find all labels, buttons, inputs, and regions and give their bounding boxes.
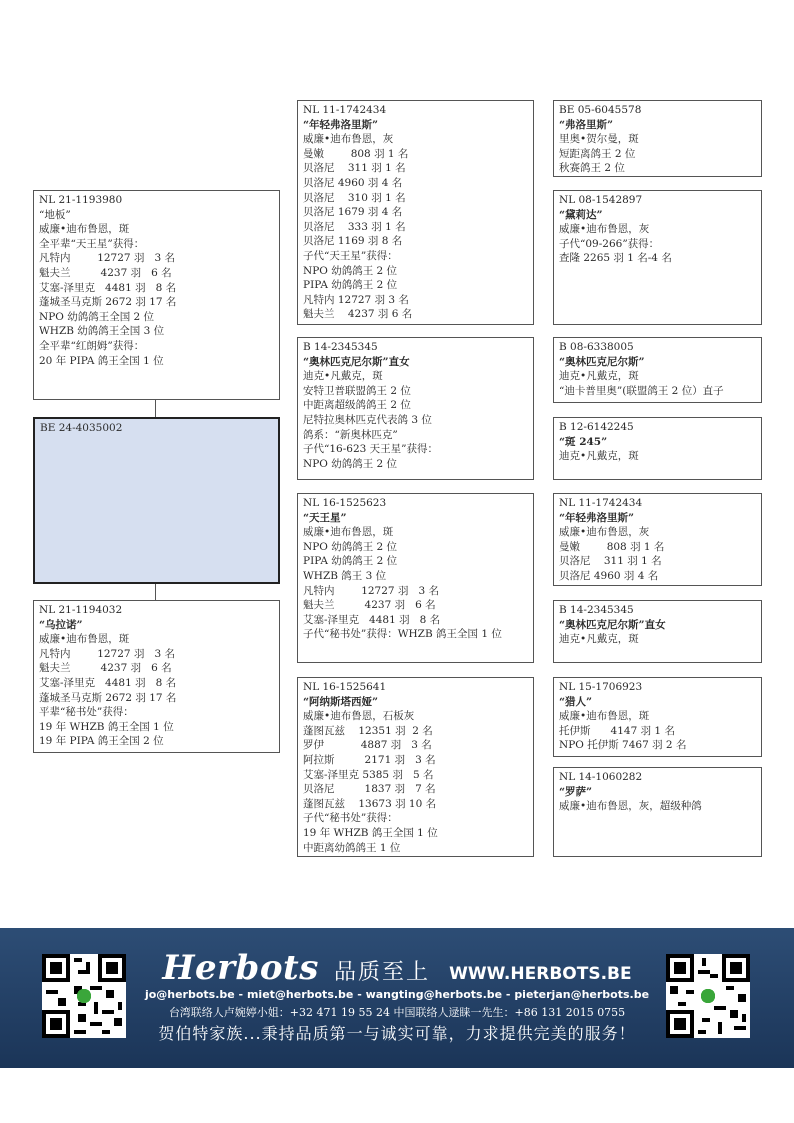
detail-line: 魁夫兰 4237 羽 6 名 xyxy=(303,308,413,321)
contact-emails[interactable]: jo@herbots.be - miet@herbots.be - wangting@herbots.be - pieterjan@herbots.be xyxy=(144,988,650,1001)
sire-card xyxy=(33,190,280,400)
detail-line: 蓬图瓦兹 13673 羽 10 名 xyxy=(303,797,437,810)
detail-line: 蓬城圣马克斯 2672 羽 17 名 xyxy=(39,691,177,704)
ring-number: B 14-2345345 xyxy=(303,341,378,353)
detail-line: 曼嫩 808 羽 1 名 xyxy=(559,540,665,553)
detail-line: 阿拉斯 2171 羽 3 名 xyxy=(303,753,436,766)
detail-line: 威廉•迪布鲁恩，灰 xyxy=(559,526,650,539)
detail-line: WHZB 幼鸽鸽王全国 3 位 xyxy=(39,325,165,338)
pigeon-name: “黛莉达” xyxy=(559,208,603,221)
ancestor-card-8 xyxy=(553,767,762,857)
detail-line: 凡特内 12727 羽 3 名 xyxy=(303,293,409,306)
detail-line: 秋赛鸽王 2 位 xyxy=(559,162,625,175)
detail-line: 威廉•迪布鲁恩，灰，超级种鸽 xyxy=(559,800,702,813)
ancestor-card-4 xyxy=(553,417,762,480)
detail-line: 全平辈“红朗姆”获得： xyxy=(39,339,145,352)
ancestor-card-6 xyxy=(553,600,762,663)
detail-line: 魁夫兰 4237 羽 6 名 xyxy=(39,266,172,279)
detail-line: 威廉•迪布鲁恩，石板灰 xyxy=(303,710,415,723)
detail-line: 贝洛尼 1837 羽 7 名 xyxy=(303,783,436,796)
ring-number: NL 11-1742434 xyxy=(559,497,643,509)
detail-line: 威廉•迪布鲁恩，斑 xyxy=(559,710,650,723)
detail-line: 贝洛尼 311 羽 1 名 xyxy=(559,555,662,568)
detail-line: 贝洛尼 4960 羽 4 名 xyxy=(303,176,403,189)
detail-line: 托伊斯 4147 羽 1 名 xyxy=(559,724,675,737)
pigeon-name: “罗萨” xyxy=(559,785,593,798)
ring-number: NL 08-1542897 xyxy=(559,194,643,206)
detail-line: 中距离超级鸽鸽王 2 位 xyxy=(303,399,411,412)
detail-line: 威廉•迪布鲁恩，斑 xyxy=(303,526,394,539)
detail-line: 凡特内 12727 羽 3 名 xyxy=(39,252,175,265)
ring-number: NL 16-1525623 xyxy=(303,497,387,509)
ring-number: NL 15-1706923 xyxy=(559,681,643,693)
pigeon-name: “乌拉诺” xyxy=(39,618,83,631)
company-motto: 贺伯特家族...秉持品质第一与诚实可靠，力求提供完美的服务！ xyxy=(158,1024,636,1043)
detail-line: NPO 幼鸽鸽王 2 位 xyxy=(303,264,398,277)
ring-number: NL 11-1742434 xyxy=(303,104,387,116)
detail-line: 艾塞-泽里克 4481 羽 8 名 xyxy=(39,281,177,294)
detail-line: 查隆 2265 羽 1 名-4 名 xyxy=(559,252,672,265)
detail-line: 威廉•迪布鲁恩，灰 xyxy=(303,133,394,146)
detail-line: “地板” xyxy=(39,208,71,221)
detail-line: 艾塞-泽里克 4481 羽 8 名 xyxy=(39,676,177,689)
ring-number: NL 14-1060282 xyxy=(559,771,643,783)
detail-line: 迪克•凡戴克，斑 xyxy=(559,450,639,463)
pigeon-name: “天王星” xyxy=(303,511,347,524)
pigeon-name: “年轻弗洛里斯” xyxy=(559,511,635,524)
detail-line: 蓬城圣马克斯 2672 羽 17 名 xyxy=(39,296,177,309)
pigeon-name: “弗洛里斯” xyxy=(559,118,614,131)
ring-number: NL 21-1194032 xyxy=(39,604,123,616)
detail-line: 贝洛尼 4960 羽 4 名 xyxy=(559,569,659,582)
sire-sire-card xyxy=(297,100,534,325)
detail-line: NPO 幼鸽鸽王 2 位 xyxy=(303,540,398,553)
ring-number: B 12-6142245 xyxy=(559,421,634,433)
detail-line: 迪克•凡戴克，斑 xyxy=(559,370,639,383)
ancestor-card-2 xyxy=(553,190,762,325)
pigeon-name: “猎人” xyxy=(559,695,593,708)
detail-line: 安特卫普联盟鸽王 2 位 xyxy=(303,384,411,397)
ring-number: BE 05-6045578 xyxy=(559,104,642,116)
detail-line: 迪克•凡戴克，斑 xyxy=(559,633,639,646)
detail-line: 19 年 PIPA 鸽王全国 2 位 xyxy=(39,735,164,748)
dam-sire-card xyxy=(297,493,534,663)
ancestor-card-3 xyxy=(553,337,762,403)
detail-line: 短距离鸽王 2 位 xyxy=(559,147,636,160)
ring-number: NL 21-1193980 xyxy=(39,194,123,206)
detail-line: 贝洛尼 310 羽 1 名 xyxy=(303,191,406,204)
dam-card xyxy=(33,600,280,753)
detail-line: 罗伊 4887 羽 3 名 xyxy=(303,739,432,752)
brand-slogan: 品质至上 xyxy=(333,960,430,985)
detail-line: 凡特内 12727 羽 3 名 xyxy=(303,584,439,597)
detail-line: 全平辈“天王星”获得： xyxy=(39,237,145,250)
detail-line: 中距离幼鸽鸽王 1 位 xyxy=(303,841,401,854)
detail-line: 20 年 PIPA 鸽王全国 1 位 xyxy=(39,354,164,367)
connector-sire xyxy=(155,400,156,417)
brand-row xyxy=(0,948,794,988)
detail-line: NPO 幼鸽鸽王 2 位 xyxy=(303,457,398,470)
detail-line: 19 年 WHZB 鸽王全国 1 位 xyxy=(303,826,438,839)
detail-line: “迪卡普里奥”(联盟鸽王 2 位）直子 xyxy=(559,384,724,397)
detail-line: WHZB 鸽王 3 位 xyxy=(303,569,387,582)
ring-number: NL 16-1525641 xyxy=(303,681,387,693)
ancestor-card-1 xyxy=(553,100,762,177)
detail-line: NPO 幼鸽鸽王全国 2 位 xyxy=(39,310,155,323)
detail-line: 尼特拉奥林匹克代表鸽 3 位 xyxy=(303,413,432,426)
detail-line: 蓬图瓦兹 12351 羽 2 名 xyxy=(303,724,433,737)
detail-line: 子代“16-623 天王星”获得： xyxy=(303,443,439,456)
website-link[interactable]: WWW.HERBOTS.BE xyxy=(449,964,632,984)
detail-line: 子代“秘书处”获得：WHZB 鸽王全国 1 位 xyxy=(303,628,502,641)
detail-line: 贝洛尼 333 羽 1 名 xyxy=(303,220,406,233)
connector-dam xyxy=(155,584,156,600)
footer-banner xyxy=(0,928,794,1068)
detail-line: NPO 托伊斯 7467 羽 2 名 xyxy=(559,739,687,752)
detail-line: 威廉•迪布鲁恩，斑 xyxy=(39,633,130,646)
detail-line: 威廉•迪布鲁恩，灰 xyxy=(559,223,650,236)
detail-line: PIPA 幼鸽鸽王 2 位 xyxy=(303,279,398,292)
detail-line: PIPA 幼鸽鸽王 2 位 xyxy=(303,555,398,568)
detail-line: 凡特内 12727 羽 3 名 xyxy=(39,647,175,660)
brand-logo: Herbots xyxy=(162,948,319,988)
pigeon-name: “奥林匹克尼尔斯”直女 xyxy=(303,355,410,368)
detail-line: 威廉•迪布鲁恩，斑 xyxy=(39,223,130,236)
ring-number: BE 24-4035002 xyxy=(40,422,123,434)
pigeon-name: “年轻弗洛里斯” xyxy=(303,118,379,131)
pigeon-name: “奥林匹克尼尔斯” xyxy=(559,355,645,368)
dam-dam-card xyxy=(297,677,534,857)
detail-line: 子代“秘书处”获得： xyxy=(303,812,398,825)
detail-line: 子代“09-266”获得： xyxy=(559,237,660,250)
detail-line: 里奥•贺尔曼，斑 xyxy=(559,133,639,146)
pigeon-name: “奥林匹克尼尔斯”直女 xyxy=(559,618,666,631)
detail-line: 贝洛尼 311 羽 1 名 xyxy=(303,162,406,175)
ring-number: B 08-6338005 xyxy=(559,341,634,353)
detail-line: 迪克•凡戴克，斑 xyxy=(303,370,383,383)
pigeon-name: “斑 245” xyxy=(559,435,608,448)
pigeon-name: “阿纳斯塔西娅” xyxy=(303,695,379,708)
detail-line: 子代“天王星”获得： xyxy=(303,249,398,262)
detail-line: 魁夫兰 4237 羽 6 名 xyxy=(39,662,172,675)
subject-card xyxy=(33,417,280,584)
detail-line: 魁夫兰 4237 羽 6 名 xyxy=(303,599,436,612)
ancestor-card-7 xyxy=(553,677,762,757)
detail-line: 艾塞-泽里克 5385 羽 5 名 xyxy=(303,768,434,781)
detail-line: 贝洛尼 1169 羽 8 名 xyxy=(303,235,403,248)
detail-line: 贝洛尼 1679 羽 4 名 xyxy=(303,206,403,219)
ring-number: B 14-2345345 xyxy=(559,604,634,616)
ancestor-card-5 xyxy=(553,493,762,586)
detail-line: 曼嫩 808 羽 1 名 xyxy=(303,147,409,160)
detail-line: 平辈“秘书处”获得： xyxy=(39,706,134,719)
detail-line: 鸽系：“新奥林匹克” xyxy=(303,428,398,441)
sire-dam-card xyxy=(297,337,534,480)
detail-line: 19 年 WHZB 鸽王全国 1 位 xyxy=(39,720,174,733)
detail-line: 艾塞-泽里克 4481 羽 8 名 xyxy=(303,613,441,626)
contact-phones: 台湾联络人卢婉婷小姐：+32 471 19 55 24 中国联络人逯睐一先生：+86 131 2015 0755 xyxy=(168,1006,626,1019)
